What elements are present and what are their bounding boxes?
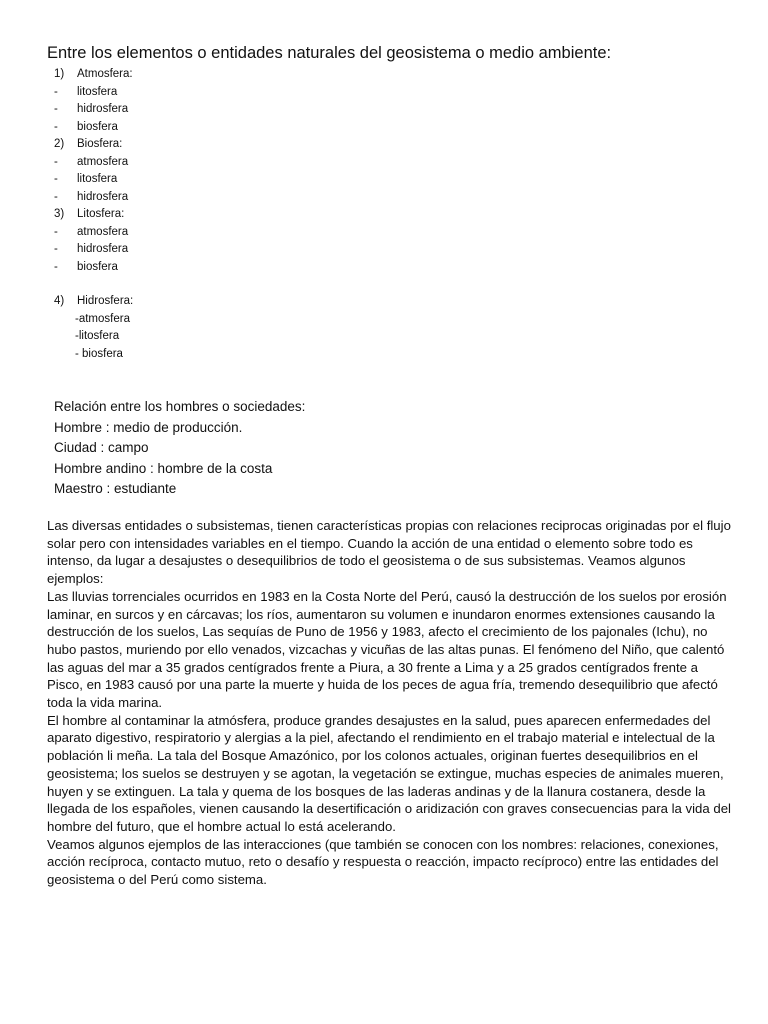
relations-heading: Relación entre los hombres o sociedades:	[54, 399, 306, 414]
list-marker: -	[54, 243, 58, 255]
list-text: litosfera	[77, 173, 118, 185]
relations-block	[54, 397, 305, 500]
list-text: hidrosfera	[77, 103, 129, 115]
relation-line: Ciudad : campo	[54, 440, 149, 455]
list-text: atmosfera	[77, 225, 129, 238]
list-marker: -	[54, 225, 58, 238]
list-marker: 4)	[54, 295, 65, 307]
list-text: hidrosfera	[77, 190, 129, 203]
list-marker: -	[54, 120, 58, 133]
body-text	[47, 517, 737, 889]
relation-line: Hombre : medio de producción.	[54, 419, 243, 435]
relation-line: Hombre andino : hombre de la costa	[54, 460, 273, 476]
list-marker: 1)	[54, 68, 65, 80]
list-marker: -	[54, 85, 58, 98]
list-marker: -	[54, 260, 58, 273]
list-text: hidrosfera	[77, 243, 129, 255]
list-text: -litosfera	[75, 330, 120, 342]
list-marker: -	[54, 103, 58, 115]
list-marker: -	[54, 155, 58, 168]
paragraph: Las lluvias torrenciales ocurridos en 1983 en la Costa Norte del Perú, causó la destrucción de los suelos por erosión laminar, en surcos y en cárcavas; los ríos, aumentaron su volumen e inundaron enormes extensiones causando la destrucción de los suelos, Las sequías de Puno de 1956 y 1983, afecto el crecimiento de los pajonales (Ichu), no hubo pastos, muriendo por ello venados, vizcachas y vicuñas de las altas punas. El fenómeno del Niño, que calentó las aguas del mar a 35 grados centígrados frente a Piura, a 30 frente a Lima y a 25 grados centígrados frente a Pisco, en 1983 causó por una parte la muerte y huida de los peces de agua fría, tremendo desequilibrio que afectó toda la vida marina.	[47, 588, 727, 711]
list-text: Biosfera:	[77, 138, 123, 150]
list-text: - biosfera	[75, 347, 123, 360]
list-text: Hidrosfera:	[77, 295, 134, 307]
list-text: Litosfera:	[77, 208, 125, 220]
paragraph: Las diversas entidades o subsistemas, tienen características propias con relaciones reciprocas originadas por el flujo solar pero con intensidades variables en el tiempo. Cuando la acción de una entidad o elemento sobre todo es intenso, da lugar a desajustes o desequilibrios de todo el geosistema o de sus subsistemas. Veamos algunos ejemplos:	[47, 518, 731, 587]
list-marker: 3)	[54, 208, 65, 220]
list-text: -atmosfera	[75, 312, 130, 325]
relation-line: Maestro : estudiante	[54, 481, 177, 496]
list-marker: -	[54, 190, 58, 203]
list-marker: 2)	[54, 138, 65, 150]
list-text: biosfera	[77, 260, 118, 273]
list-text: biosfera	[77, 120, 118, 133]
page-title: Entre los elementos o entidades naturales del geosistema o medio ambiente:	[47, 44, 612, 62]
list-text: litosfera	[77, 85, 118, 98]
paragraph: El hombre al contaminar la atmósfera, produce grandes desajustes en la salud, pues aparecen enfermedades del aparato digestivo, respiratorio y alergias a la piel, afectando el rendimiento en el trabajo material e intelectual de la población li meña. La tala del Bosque Amazónico, por los colonos actuales, originan fuertes desequilibrios en el geosistema; los suelos se destruyen y se agotan, la vegetación se extingue, muchas especies de animales mueren, huyen y se extinguen. La tala y quema de los bosques de las laderas andinas y de la llanura costanera, desde la llegada de los españoles, vienen causando la desertificación o aridización con graves consecuencias para la vida del hombre del futuro, que el hombre actual lo está acelerando.	[47, 712, 731, 834]
paragraph: Veamos algunos ejemplos de las interacciones (que también se conocen con los nombres: relaciones, conexiones, acción recíproca, contacto mutuo, reto o desafío y respuesta o reacción, impacto recíproco) entre las entidades del geosistema o del Perú como sistema.	[47, 836, 719, 888]
list-text: Atmosfera:	[77, 68, 133, 80]
list-text: atmosfera	[77, 155, 129, 168]
list-marker: -	[54, 173, 58, 185]
